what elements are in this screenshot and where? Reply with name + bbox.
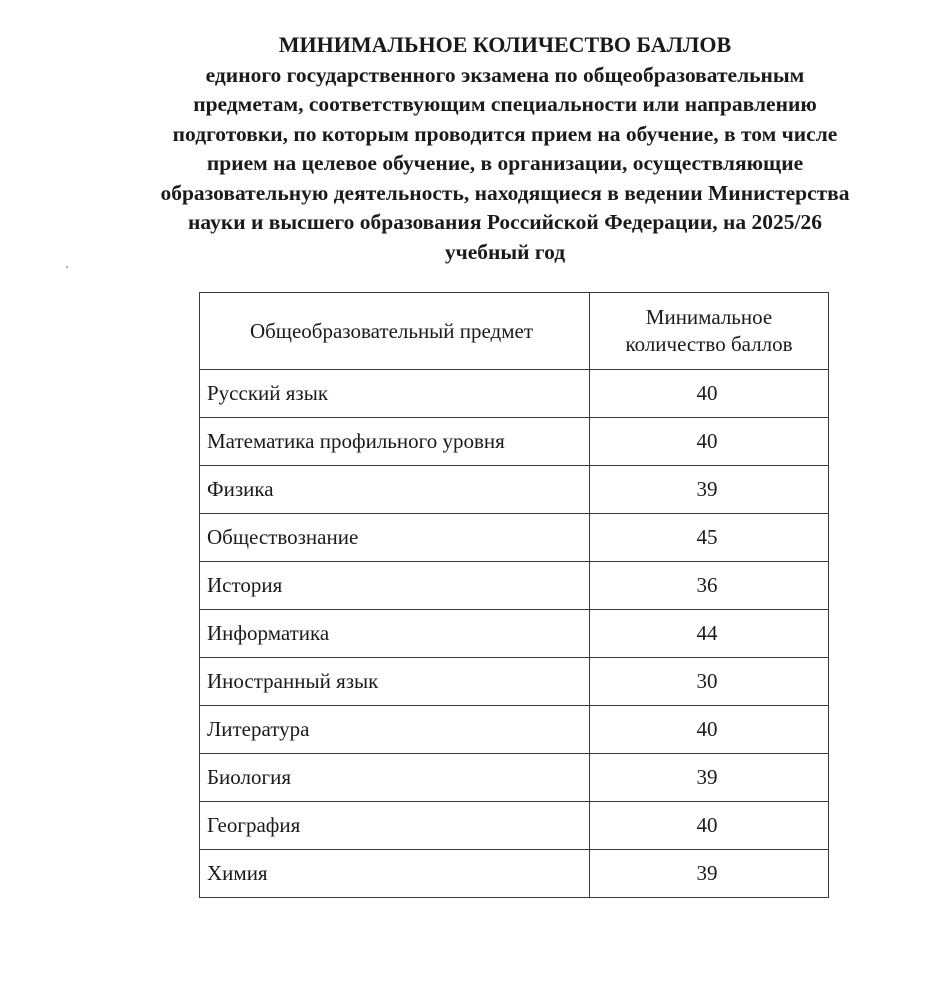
subject-cell: Физика <box>200 466 590 514</box>
header-min-score <box>590 293 829 370</box>
header-min-score-line1: Минимальное <box>645 305 773 329</box>
table-header-row <box>200 293 829 370</box>
score-cell: 40 <box>590 706 829 754</box>
subject-cell: Математика профильного уровня <box>200 418 590 466</box>
header-min-score-line2: количество баллов <box>625 332 793 356</box>
subject-cell: Информатика <box>200 610 590 658</box>
score-cell: 40 <box>590 802 829 850</box>
heading-line-8: учебный год <box>444 239 566 264</box>
heading-line-4: подготовки, по которым проводится прием на обучение, в том числе <box>172 121 838 146</box>
heading-line-6: образовательную деятельность, находящиеся в ведении Министерства <box>160 180 850 205</box>
table-row <box>200 850 829 898</box>
score-cell: 44 <box>590 610 829 658</box>
table-row <box>200 802 829 850</box>
heading-line-3: предметам, соответствующим специальности или направлению <box>193 92 817 116</box>
score-cell: 30 <box>590 658 829 706</box>
subject-cell: История <box>200 562 590 610</box>
heading-line-2: единого государственного экзамена по общеобразовательным <box>205 62 805 87</box>
subject-cell: Химия <box>200 850 590 898</box>
table-row <box>200 610 829 658</box>
score-cell: 36 <box>590 562 829 610</box>
table-row <box>200 418 829 466</box>
score-cell: 39 <box>590 850 829 898</box>
table-row <box>200 754 829 802</box>
score-cell: 40 <box>590 370 829 418</box>
heading-line-5: прием на целевое обучение, в организации, осуществляющие <box>206 151 804 175</box>
score-cell: 40 <box>590 418 829 466</box>
subject-cell: Биология <box>200 754 590 802</box>
table-row <box>200 370 829 418</box>
document-title: МИНИМАЛЬНОЕ КОЛИЧЕСТВО БАЛЛОВ <box>278 32 732 57</box>
table-row <box>200 466 829 514</box>
table-row <box>200 514 829 562</box>
min-scores-table <box>199 292 829 898</box>
score-cell: 39 <box>590 754 829 802</box>
scan-speck <box>66 266 68 268</box>
table-row <box>200 706 829 754</box>
subject-cell: Обществознание <box>200 514 590 562</box>
table-row <box>200 562 829 610</box>
subject-cell: Литература <box>200 706 590 754</box>
subject-cell: География <box>200 802 590 850</box>
subject-cell: Иностранный язык <box>200 658 590 706</box>
table-row <box>200 658 829 706</box>
score-cell: 39 <box>590 466 829 514</box>
header-subject-label: Общеобразовательный предмет <box>249 318 534 343</box>
subject-cell: Русский язык <box>200 370 590 418</box>
document-heading <box>60 30 937 267</box>
heading-line-7: науки и высшего образования Российской Федерации, на 2025/26 <box>188 210 822 234</box>
header-subject <box>200 293 590 370</box>
score-cell: 45 <box>590 514 829 562</box>
